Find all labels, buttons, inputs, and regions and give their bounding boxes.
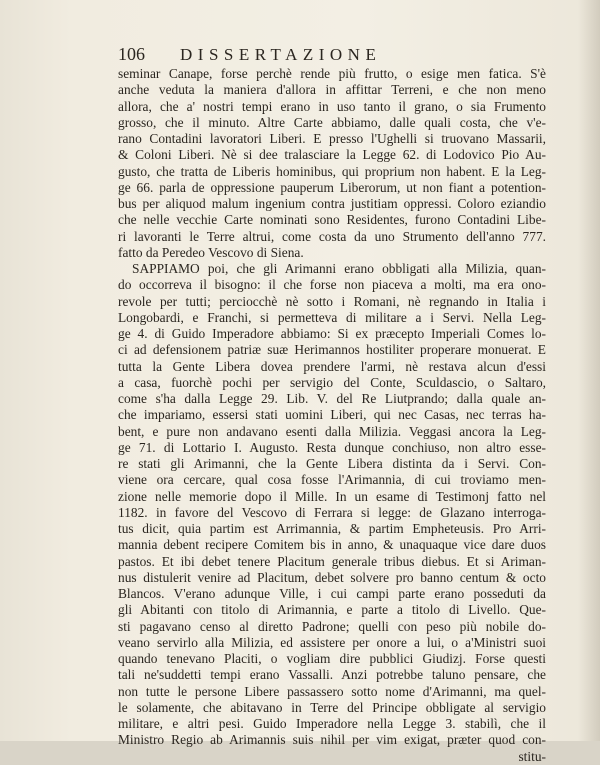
text-line: gli Abitanti con titolo di Arimannia, e parte a titolo di Livello. Que- — [118, 602, 546, 618]
page-number: 106 — [118, 44, 145, 64]
text-line: mannia debent recipere Comitem bis in anno, & unaquaque vice dare duos — [118, 537, 546, 553]
text-line: rano Contadini lavoratori Liberi. E presso l'Ughelli si truovano Massarii, — [118, 131, 546, 146]
text-line: fatto da Peredeo Vescovo di Siena. — [118, 244, 304, 260]
text-line: le solamente, che abitavano in Terre del Principe obbligate al servigio — [118, 699, 546, 715]
text-line: 1182. in favore del Vescovo di Ferrara si legge: de Glazano interroga- — [118, 504, 546, 520]
page-header — [118, 44, 538, 66]
text-line: che nelle vecchie Carte nominati sono Residentes, furono Contadini Libe- — [118, 212, 546, 228]
text-line: ge 66. parla de oppressione pauperum Liberorum, ut non fiant a potention- — [118, 179, 546, 195]
text-line: come s'ha dalla Legge 29. Lib. V. del Re Liutprando; dalla quale an- — [118, 391, 546, 406]
text-line: anche veduta la maniera d'allora in affittar Terreni, e che non meno — [118, 82, 546, 98]
text-line: pastos. Et ibi debet tenere Placitum generale tribus diebus. Et si Ariman- — [118, 553, 546, 569]
text-line: veano servirlo alla Milizia, ed assistere per onore a lui, o a'Ministri suoi — [118, 634, 546, 650]
text-line: tus dicit, quia partim est Arrimannia, & partim Empheteusis. Pro Arri- — [118, 521, 546, 536]
text-line: seminar Canape, forse perchè rende più frutto, o esige men fatica. S'è — [118, 66, 546, 81]
text-line: ci ad defensionem patriæ suæ Herimannos hostiliter properare monuerat. E — [118, 342, 546, 358]
running-title: DISSERTAZIONE — [180, 45, 382, 64]
page-edge-shadow — [578, 0, 600, 741]
text-line: revole per tutti; perciocchè nè sotto i Romani, nè regnando in Italia i — [118, 293, 546, 309]
text-line: quando tenevano Placiti, o vogliam dire pubblici Giudizj. Forse questi — [118, 651, 546, 666]
text-line: re stati gli Arimanni, che la Gente Libera distinta da i Servi. Con- — [118, 456, 546, 471]
text-line: Longobardi, e Franchi, si permetteva di militare a i Servi. Nella Leg- — [118, 309, 546, 325]
catchword: stitu- — [518, 748, 546, 764]
text-line: ge 4. di Guido Imperadore abbiamo: Si ex præcepto Imperiali Comes lo- — [118, 326, 546, 341]
text-line: sti pagavano censo al diretto Padrone; quelli con peso più nobile do- — [118, 618, 546, 634]
text-line: bent, e pure non andavano esenti dalla Milizia. Veggasi ancora la Leg- — [118, 423, 546, 439]
body-text — [118, 66, 546, 765]
text-line: allora, che a' nostri tempi erano in uso tanto il grano, o sia Frumento — [118, 98, 546, 114]
text-line: a casa, fuorchè pochi per servigio del Conte, Sculdascio, o Saltaro, — [118, 374, 546, 390]
text-line: gusto, che tratta de Liberis hominibus, qui proprium non habent. E la Leg- — [118, 163, 546, 179]
text-line: non tutte le persone Libere passassero sotto nome d'Arimanni, ma quel- — [118, 683, 546, 699]
text-line: Ministro Regio ab Arimannis suis nihil per vim exigat, præter quod con- — [118, 732, 546, 748]
text-line: Blancos. V'erano adunque Ville, i cui campi parte erano posseduti da — [118, 586, 546, 601]
text-line: & Coloni Liberi. Nè si dee tralasciare la Legge 62. di Lodovico Pio Au- — [118, 147, 546, 163]
text-line: viene ora cercare, qual cosa fosse l'Arimannia, di cui troviamo men- — [118, 472, 546, 488]
text-line: tutta la Gente Libera dovea prendere l'armi, nè restava alcun d'essi — [118, 358, 546, 374]
text-line: nus distulerit venire ad Placitum, debet solvere pro banno centum & octo — [118, 569, 546, 585]
text-line: militare, e altri pesi. Guido Imperadore nella Legge 3. stabilì, che il — [118, 716, 546, 731]
text-line: do occorreva il bisogno: il che forse non piaceva a molti, ma era ono- — [118, 277, 546, 293]
text-line: che impariamo, essersi stati uomini Liberi, qui nec Casas, nec terras ha- — [118, 407, 546, 423]
text-line: tali ne'suddetti tempi erano Vassalli. Anzi potrebbe taluno pensare, che — [118, 667, 546, 683]
text-line: ge 71. di Lottario I. Augusto. Resta dunque conchiuso, non altro esse- — [118, 439, 546, 455]
text-line: ri lavoranti le Terre altrui, come costa da uno Strumento dell'anno 777. — [118, 228, 546, 244]
text-line: zione nelle memorie dopo il Mille. In un esame di Testimonj fatto nel — [118, 488, 546, 504]
text-line: bus per aliquod malum ingenium contra justitiam oppressi. Coloro eziandio — [118, 196, 546, 211]
text-line: grosso, che il minuto. Altre Carte abbiamo, dalle quali costa, che v'e- — [118, 114, 546, 130]
paragraph-start-line: SAPPIAMO poi, che gli Arimanni erano obbligati alla Milizia, quan- — [132, 261, 546, 276]
